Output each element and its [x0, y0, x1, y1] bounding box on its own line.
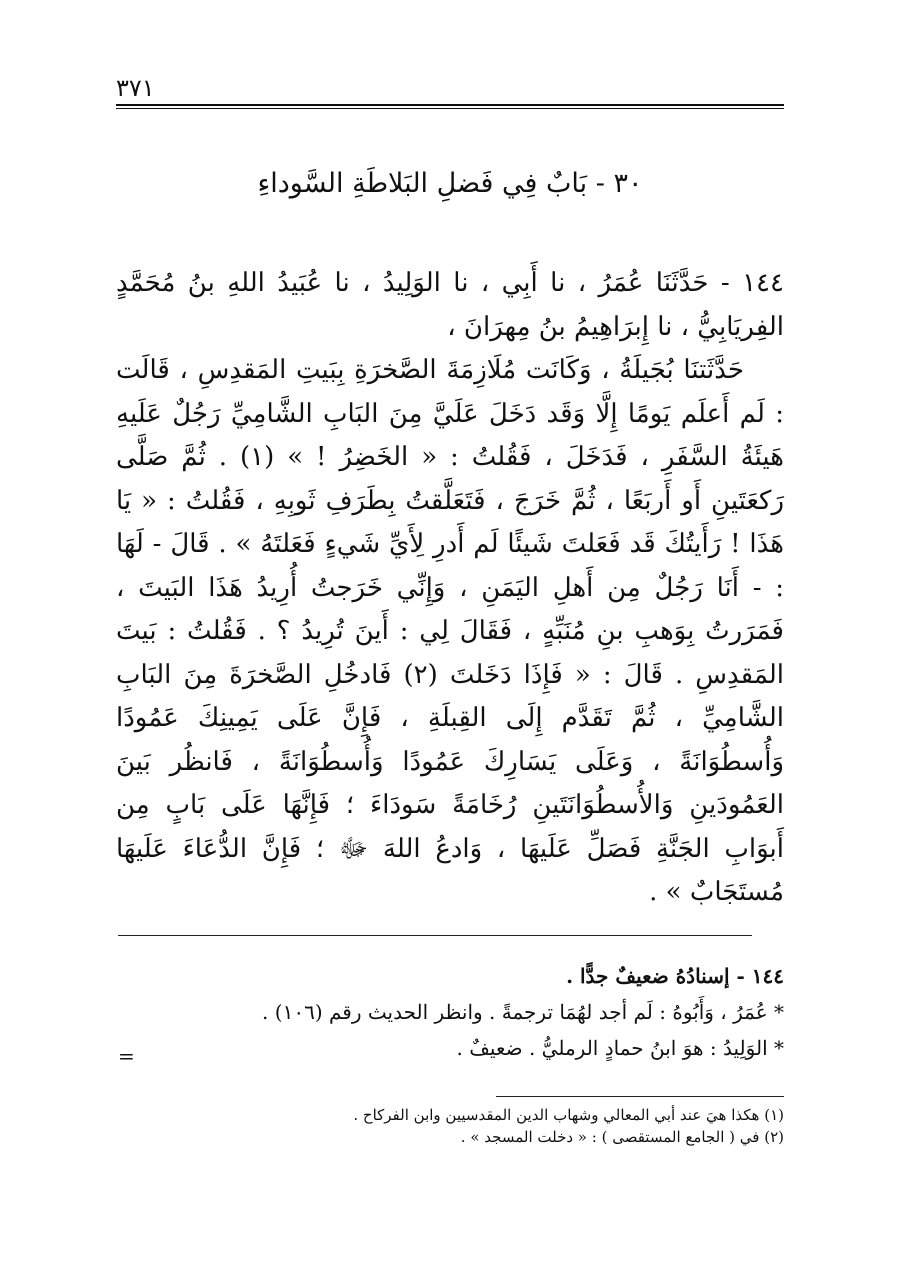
hadith-matn-paragraph: حَدَّثَتنَا بُجَيلَةُ ، وَكَانَت مُلَازِمَةَ الصَّخرَةِ بِبَيتِ المَقدِسِ ، قَالَت : لَم أَعلَم يَومًا إِلَّا وَقَد دَخَلَ عَلَيَّ مِنَ البَابِ الشَّامِيِّ رَجُلٌ عَلَيهِ هَيئَةُ السَّفَرِ ، فَدَخَلَ ، فَقُلتُ : « الخَضِرُ ! » (١) . ثُمَّ صَلَّى رَكعَتَينِ أَو أَربَعًا ، ثُمَّ خَرَجَ ، فَتَعَلَّقتُ بِطَرَفِ ثَوبِهِ ، فَقُلتُ : « يَا هَذَا ! رَأَيتُكَ قَد فَعَلتَ شَيئًا لَم أَدرِ لِأَيِّ شَيءٍ فَعَلتَهُ » . قَالَ - لَهَا : - أَنَا رَجُلٌ مِن أَهلِ اليَمَنِ ، وَإِنِّي خَرَجتُ أُرِيدُ هَذَا البَيتَ ، فَمَرَرتُ بِوَهبِ بنِ مُنَبِّهٍ ، فَقَالَ لِي : أَينَ تُرِيدُ ؟ . فَقُلتُ : بَيتَ المَقدِسِ . قَالَ : « فَإِذَا دَخَلتَ (٢) فَادخُلِ الصَّخرَةَ مِنَ البَابِ الشَّامِيِّ ، ثُمَّ تَقَدَّم إِلَى القِبلَةِ ، فَإِنَّ عَلَى يَمِينِكَ عَمُودًا وَأُسطُوَانَةً ، وَعَلَى يَسَارِكَ عَمُودًا وَأُسطُوَانَةً ، فَانظُر بَينَ العَمُودَينِ وَالأُسطُوَانَتَينِ رُخَامَةً سَودَاءَ ؛ فَإِنَّهَا عَلَى بَابٍ مِن أَبوَابِ الجَنَّةِ فَصَلِّ عَلَيهَا ، وَادعُ اللهَ ﷻ ؛ فَإِنَّ الدُّعَاءَ عَلَيهَا مُستَجَابٌ » .	[116, 355, 785, 907]
footnote-2: (٢) في ( الجامع المستقصى ) : « دخلت المسجد » .	[460, 1128, 784, 1146]
note-line-2: * عُمَرُ ، وَأَبُوهُ : لَم أجد لهُمَا ترجمةً . وانظر الحديث رقم (١٠٦) .	[262, 1000, 784, 1024]
footnotes-separator	[496, 1096, 784, 1097]
notes-separator	[118, 935, 752, 936]
footnote-1: (١) هكذا هيَ عند أبي المعالي وشهاب الدين المقدسيين وابن الفركاح .	[353, 1106, 784, 1124]
note-line-3: * الوَلِيدُ : هوَ ابنُ حمادٍ الرمليُّ . ضعيفٌ .	[456, 1036, 784, 1060]
takhrij-notes	[116, 958, 784, 1066]
header-rule-thin	[116, 108, 784, 109]
chapter-title: ٣٠ - بَابٌ فِي فَضلِ البَلاطَةِ السَّوداءِ	[257, 168, 643, 199]
continuation-mark: =	[118, 1044, 135, 1068]
footnotes	[116, 1104, 784, 1148]
hadith-isnad-paragraph: ١٤٤ - حَدَّثَنَا عُمَرُ ، نا أَبِي ، نا الوَلِيدُ ، نا عُبَيدُ اللهِ بنُ مُحَمَّدٍ الفِريَابِيُّ ، نا إِبرَاهِيمُ بنُ مِهرَانَ ،	[116, 268, 784, 342]
hadith-text	[116, 262, 784, 915]
header-rule	[116, 104, 784, 106]
page-number: ٣٧١	[116, 74, 155, 102]
note-line-1: ١٤٤ - إسنادُهُ ضعيفٌ جدًّا .	[566, 964, 784, 988]
